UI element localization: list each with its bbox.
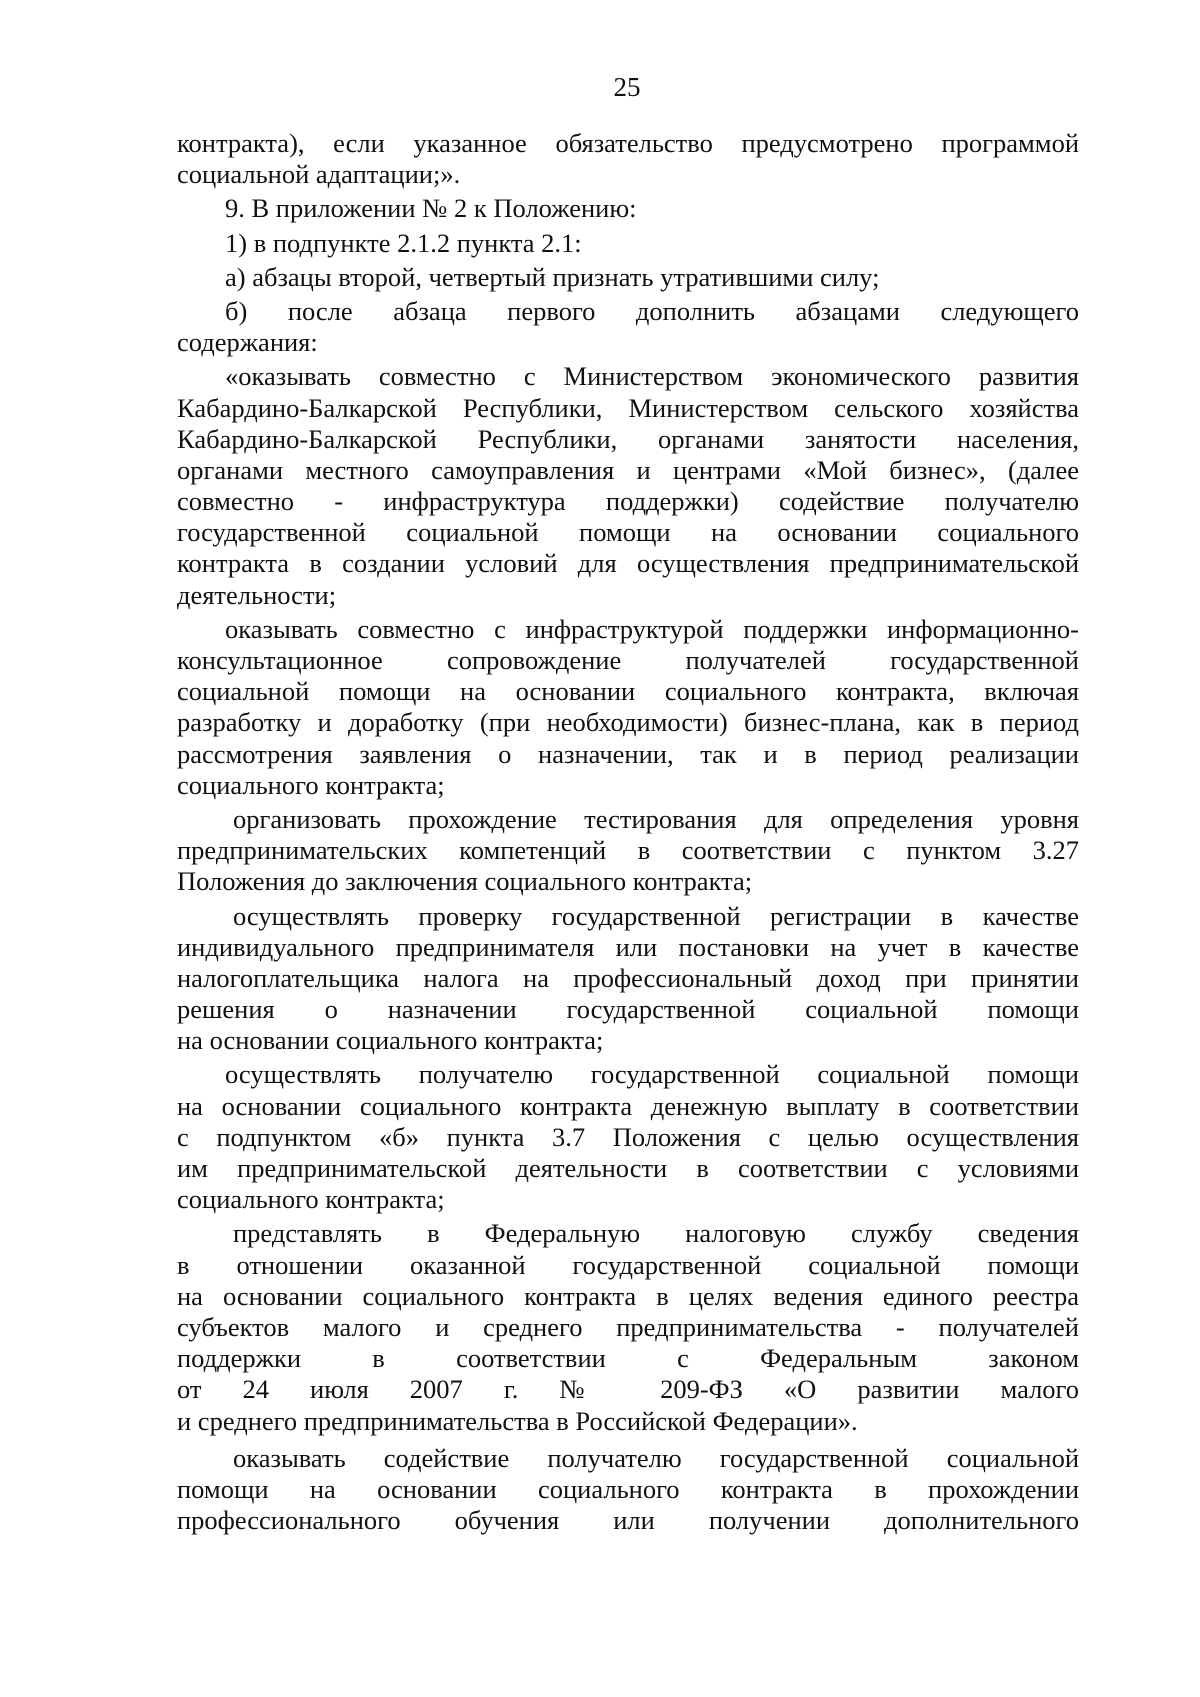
text-line: органами местного самоуправления и центрами «Мой бизнес», (далее — [177, 454, 1079, 485]
text-line: содержания: — [177, 327, 318, 358]
text-line: оказывать совместно с инфраструктурой поддержки информационно- — [225, 613, 1079, 644]
text-line: консультационное сопровождение получателей государственной — [177, 645, 1079, 675]
text-line: социальной адаптации;». — [177, 159, 461, 190]
text-line: на основании социального контракта; — [177, 1025, 604, 1056]
text-line: осуществлять проверку государственной регистрации в качестве — [233, 900, 1079, 931]
text-line: б) после абзаца первого дополнить абзацами следующего — [225, 295, 1079, 326]
text-line: деятельности; — [177, 579, 337, 610]
text-line: рассмотрения заявления о назначении, так и в период реализации — [177, 738, 1079, 769]
text-line: налогоплательщика налога на профессиональный доход при принятии — [177, 962, 1079, 993]
text-line: Кабардино-Балкарской Республики, органами занятости населения, — [177, 423, 1079, 454]
text-line: с подпунктом «б» пункта 3.7 Положения с целью осуществления — [177, 1121, 1079, 1152]
text-line: социального контракта; — [177, 1184, 445, 1215]
text-line: осуществлять получателю государственной социальной помощи — [225, 1059, 1079, 1090]
text-line: на основании социального контракта денежную выплату в соответствии — [177, 1090, 1079, 1121]
text-line: контракта), если указанное обязательство предусмотрено программой — [177, 128, 1079, 158]
text-line: им предпринимательской деятельности в соответствии с условиями — [177, 1153, 1079, 1183]
text-line: «оказывать совместно с Министерством экономического развития — [225, 361, 1079, 392]
text-line: на основании социального контракта в целях ведения единого реестра — [177, 1280, 1079, 1311]
text-line: Кабардино-Балкарской Республики, Министерством сельского хозяйства — [177, 392, 1079, 423]
text-line: социального контракта; — [177, 769, 445, 800]
text-line: и среднего предпринимательства в Российской Федерации». — [177, 1405, 858, 1436]
text-line: организовать прохождение тестирования для определения уровня — [233, 803, 1079, 834]
text-line: субъектов малого и среднего предпринимательства - получателей — [177, 1311, 1079, 1342]
text-line: поддержки в соответствии с Федеральным законом — [177, 1343, 1079, 1374]
text-line: от 24 июля 2007 г. № 209-ФЗ «О развитии малого — [177, 1374, 1079, 1405]
text-line: а) абзацы второй, четвертый признать утратившими силу; — [225, 261, 880, 292]
text-line: совместно - инфраструктура поддержки) содействие получателю — [177, 486, 1079, 517]
text-line: представлять в Федеральную налоговую службу сведения — [233, 1218, 1079, 1249]
page-number: 25 — [613, 72, 641, 102]
text-line: государственной социальной помощи на основании социального — [177, 517, 1079, 548]
text-line: социальной помощи на основании социального контракта, включая — [177, 676, 1079, 707]
text-line: Положения до заключения социального контракта; — [177, 866, 753, 897]
text-line: оказывать содействие получателю государственной социальной — [233, 1442, 1079, 1473]
text-line: 9. В приложении № 2 к Положению: — [225, 193, 637, 224]
text-line: помощи на основании социального контракта в прохождении — [177, 1473, 1079, 1504]
text-line: решения о назначении государственной социальной помощи — [177, 994, 1079, 1025]
text-line: контракта в создании условий для осуществления предпринимательской — [177, 548, 1079, 579]
text-line: предпринимательских компетенций в соответствии с пунктом 3.27 — [177, 835, 1079, 866]
text-line: разработку и доработку (при необходимости) бизнес-плана, как в период — [177, 707, 1079, 738]
text-line: 1) в подпункте 2.1.2 пункта 2.1: — [225, 227, 582, 258]
text-line: профессионального обучения или получении дополнительного — [177, 1505, 1079, 1536]
text-line: индивидуального предпринимателя или постановки на учет в качестве — [177, 931, 1079, 962]
document-body — [177, 128, 1079, 1536]
text-line: в отношении оказанной государственной социальной помощи — [177, 1249, 1079, 1280]
